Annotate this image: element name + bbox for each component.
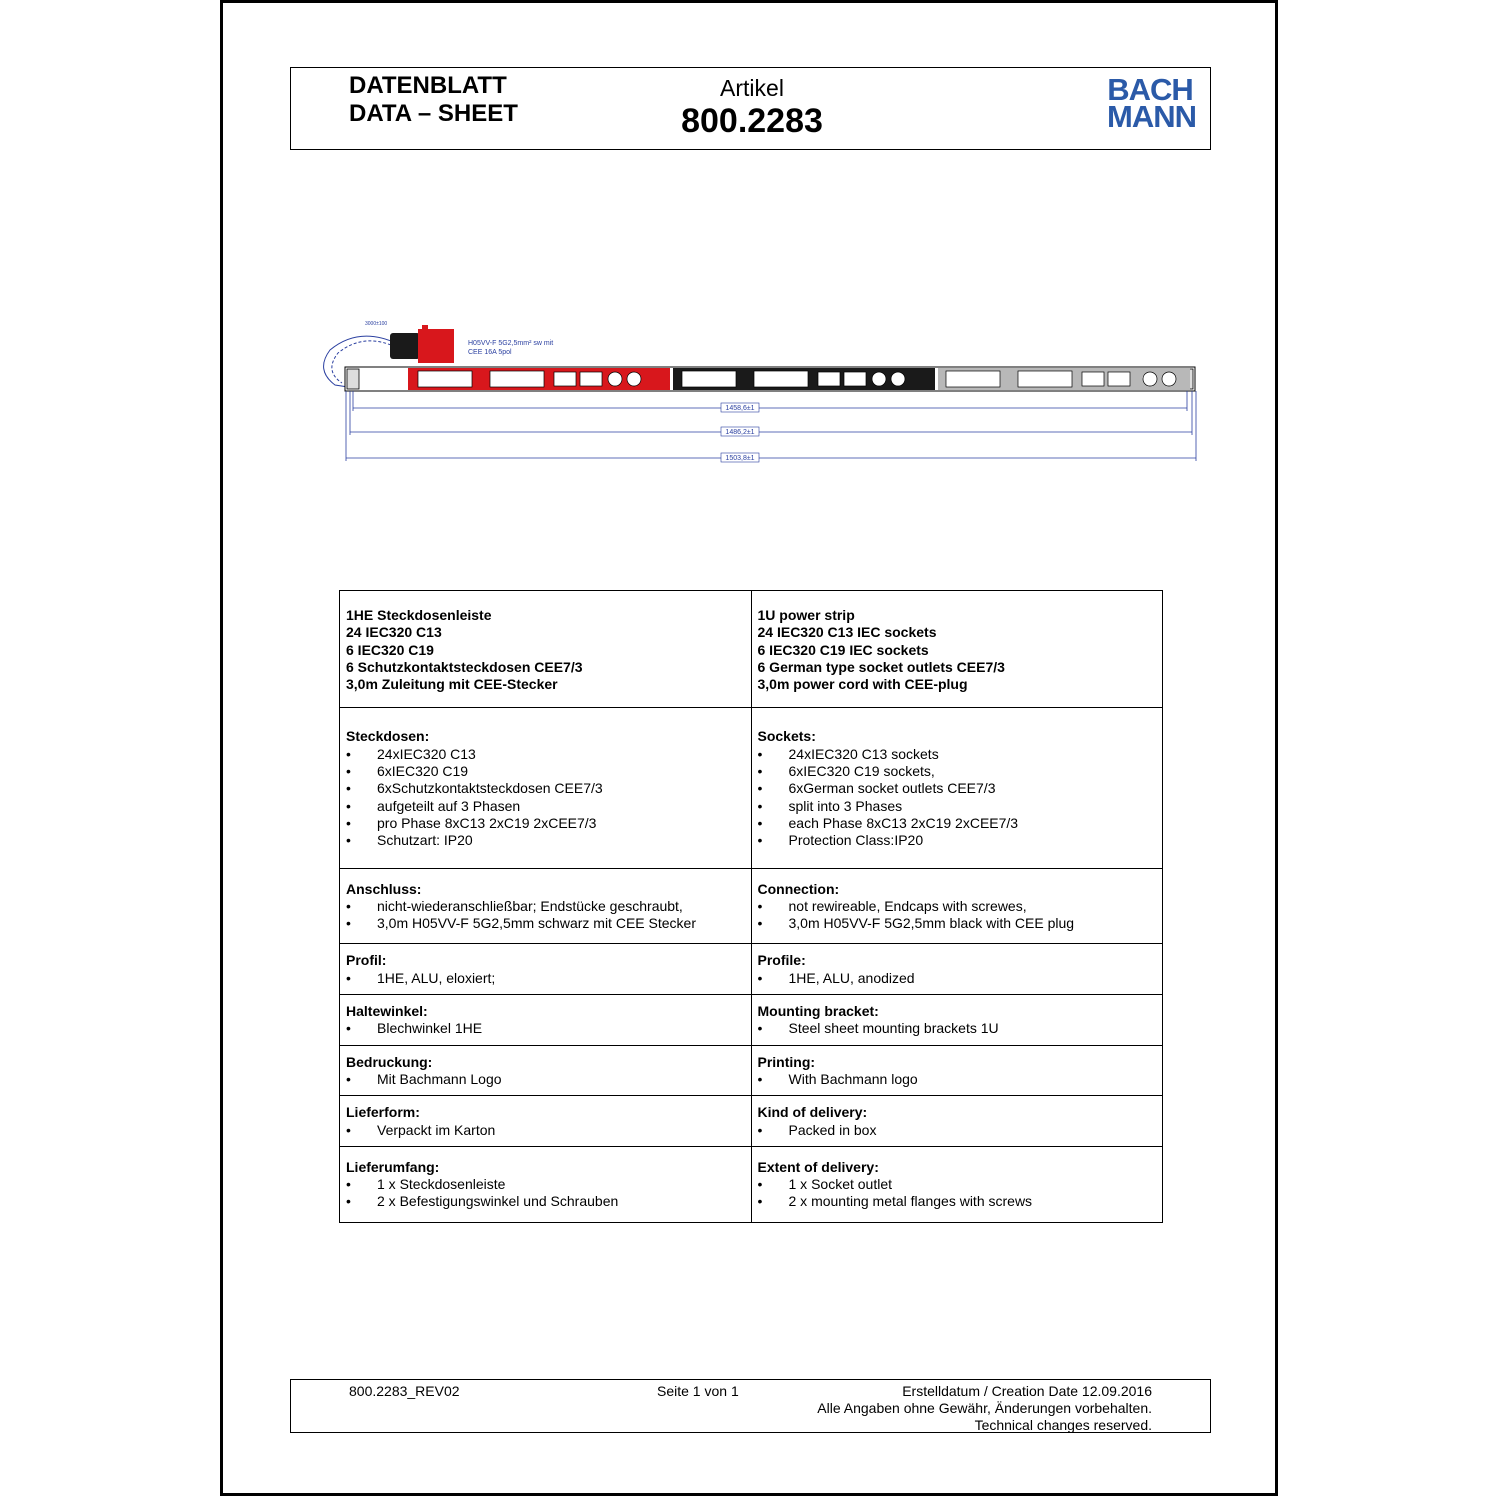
section-title: Lieferumfang: (346, 1158, 440, 1175)
bullet-item: • Protection Class:IP20 (758, 832, 1157, 849)
dim-label-3: 1503,8±1 (725, 455, 755, 462)
c13-group (1018, 371, 1072, 387)
section-title: Anschluss: (346, 880, 422, 897)
logo-line-2: MANN (1107, 99, 1196, 134)
dim-label-2: 1486,2±1 (725, 429, 755, 436)
spec-row-sockets (340, 708, 1163, 868)
c19-socket (844, 372, 866, 386)
delivery-scope-de-cell (340, 1146, 752, 1222)
profile-en-cell (751, 944, 1163, 995)
section-title: Lieferform: (346, 1104, 420, 1121)
section-title: Bedruckung: (346, 1053, 433, 1070)
bullet-item: • aufgeteilt auf 3 Phasen (346, 798, 745, 815)
logo-line-1: BACH (1107, 72, 1193, 107)
sockets-de-cell (340, 708, 752, 868)
bullet-item: • 1HE, ALU, anodized (758, 970, 1157, 987)
cee-plug (418, 329, 454, 363)
bullet-item: • Schutzart: IP20 (346, 832, 745, 849)
spec-row-profile (340, 944, 1163, 995)
intro-line: 6 Schutzkontaktsteckdosen CEE7/3 (346, 658, 583, 675)
schuko-socket (1143, 372, 1157, 386)
disclaimer-de: Alle Angaben ohne Gewähr, Änderungen vorbehalten. (817, 1400, 1152, 1416)
bullet-item: • pro Phase 8xC13 2xC19 2xCEE7/3 (346, 815, 745, 832)
title-de: DATENBLATT (349, 72, 507, 99)
bullet-item: • With Bachmann logo (758, 1071, 1157, 1088)
spec-row-delivery-scope (340, 1146, 1163, 1222)
section-title: Mounting bracket: (757, 1003, 879, 1020)
article-label: Artikel (720, 75, 784, 101)
bullet-item: • 6xIEC320 C19 (346, 763, 745, 780)
c13-group (418, 371, 472, 387)
bullet-item: • Steel sheet mounting brackets 1U (758, 1020, 1157, 1037)
bullet-item: • Packed in box (758, 1122, 1157, 1139)
schuko-socket (627, 372, 641, 386)
endcap-left (347, 369, 359, 389)
c13-group (682, 371, 736, 387)
plug-tab (422, 325, 428, 331)
plug-cap (390, 333, 420, 359)
bullet-item: • 1 x Steckdosenleiste (346, 1176, 745, 1193)
spec-row-connection (340, 868, 1163, 944)
product-drawing (310, 315, 1210, 475)
bullet-item: • not rewireable, Endcaps with screwes, (758, 898, 1157, 915)
section-title: Profil: (346, 952, 387, 969)
schuko-socket (891, 372, 905, 386)
bracket-en-cell (751, 995, 1163, 1046)
creation-date: Erstelldatum / Creation Date 12.09.2016 (902, 1383, 1152, 1399)
schuko-socket (1162, 372, 1176, 386)
bracket-de-cell (340, 995, 752, 1046)
bullet-item: • 6xGerman socket outlets CEE7/3 (758, 780, 1157, 797)
intro-line: 24 IEC320 C13 IEC sockets (757, 624, 937, 641)
schuko-socket (872, 372, 886, 386)
bullet-item: • each Phase 8xC13 2xC19 2xCEE7/3 (758, 815, 1157, 832)
spec-row-intro (340, 591, 1163, 708)
intro-en-cell (751, 591, 1163, 708)
c13-group (946, 371, 1000, 387)
bullet-item: • Verpackt im Karton (346, 1122, 745, 1139)
bullet-item: • 24xIEC320 C13 (346, 746, 745, 763)
dim-label-1: 1458,6±1 (725, 405, 755, 412)
intro-line: 1U power strip (757, 607, 855, 623)
dimension-labels (721, 403, 759, 462)
delivery-form-de-cell (340, 1096, 752, 1147)
footer-notes (817, 1383, 1152, 1434)
c13-group (490, 371, 544, 387)
bullet-item: • 1 x Socket outlet (758, 1176, 1157, 1193)
printing-en-cell (751, 1045, 1163, 1096)
bullet-item: • Mit Bachmann Logo (346, 1071, 745, 1088)
bullet-item: • Blechwinkel 1HE (346, 1020, 745, 1037)
section-title: Printing: (757, 1053, 816, 1070)
section-title: Sockets: (757, 728, 816, 745)
cable-length-label: 3000±100 (365, 321, 388, 327)
intro-line: 6 German type socket outlets CEE7/3 (757, 658, 1005, 675)
profile-de-cell (340, 944, 752, 995)
title-en: DATA – SHEET (349, 100, 518, 127)
c19-socket (1108, 372, 1130, 386)
bullet-item: • 2 x Befestigungswinkel und Schrauben (346, 1193, 745, 1210)
sockets-en-cell (751, 708, 1163, 868)
intro-line: 24 IEC320 C13 (346, 624, 442, 641)
spec-row-delivery-form (340, 1096, 1163, 1147)
delivery-scope-en-cell (751, 1146, 1163, 1222)
section-title: Steckdosen: (346, 728, 430, 745)
revision-label: 800.2283_REV02 (349, 1383, 460, 1399)
intro-line: 6 IEC320 C19 IEC sockets (757, 641, 929, 658)
intro-de-cell (340, 591, 752, 708)
c13-group (754, 371, 808, 387)
connection-de-cell (340, 868, 752, 944)
intro-line: 3,0m Zuleitung mit CEE-Stecker (346, 676, 558, 693)
disclaimer-en: Technical changes reserved. (974, 1417, 1152, 1433)
bullet-item: • split into 3 Phases (758, 798, 1157, 815)
cable-spec-line-1: H05VV-F 5G2,5mm² sw mit (468, 340, 554, 347)
c19-socket (554, 372, 576, 386)
intro-line: 1HE Steckdosenleiste (346, 607, 492, 623)
c19-socket (818, 372, 840, 386)
bullet-item: • nicht-wiederanschließbar; Endstücke geschraubt, (346, 898, 745, 915)
bullet-item: • 6xSchutzkontaktsteckdosen CEE7/3 (346, 780, 745, 797)
spec-table (339, 590, 1163, 1223)
footer (290, 1379, 1211, 1433)
bullet-item: • 2 x mounting metal flanges with screws (758, 1193, 1157, 1210)
page-number: Seite 1 von 1 (657, 1383, 739, 1399)
article-number: 800.2283 (681, 102, 823, 140)
printing-de-cell (340, 1045, 752, 1096)
section-title: Profile: (757, 952, 806, 969)
section-title: Haltewinkel: (346, 1003, 428, 1020)
intro-line: 6 IEC320 C19 (346, 641, 434, 658)
bullet-item: • 3,0m H05VV-F 5G2,5mm schwarz mit CEE Stecker (346, 915, 745, 932)
spec-row-bracket (340, 995, 1163, 1046)
connection-en-cell (751, 868, 1163, 944)
cable-spec-line-2: CEE 16A 5pol (468, 349, 512, 356)
bullet-item: • 24xIEC320 C13 sockets (758, 746, 1157, 763)
bullet-item: • 1HE, ALU, eloxiert; (346, 970, 745, 987)
document-title (349, 72, 518, 128)
dimension-lines (346, 391, 1196, 461)
bullet-item: • 3,0m H05VV-F 5G2,5mm black with CEE plug (758, 915, 1157, 932)
section-title: Kind of delivery: (757, 1104, 868, 1121)
delivery-form-en-cell (751, 1096, 1163, 1147)
c19-socket (580, 372, 602, 386)
power-strip-drawing (310, 315, 1210, 475)
schuko-socket (608, 372, 622, 386)
header (290, 67, 1211, 150)
spec-row-printing (340, 1045, 1163, 1096)
c19-socket (1082, 372, 1104, 386)
bachmann-logo (1107, 72, 1196, 134)
intro-line: 3,0m power cord with CEE-plug (757, 676, 968, 693)
article-block (679, 74, 825, 140)
section-title: Connection: (757, 880, 840, 897)
bullet-item: • 6xIEC320 C19 sockets, (758, 763, 1157, 780)
section-title: Extent of delivery: (757, 1158, 879, 1175)
